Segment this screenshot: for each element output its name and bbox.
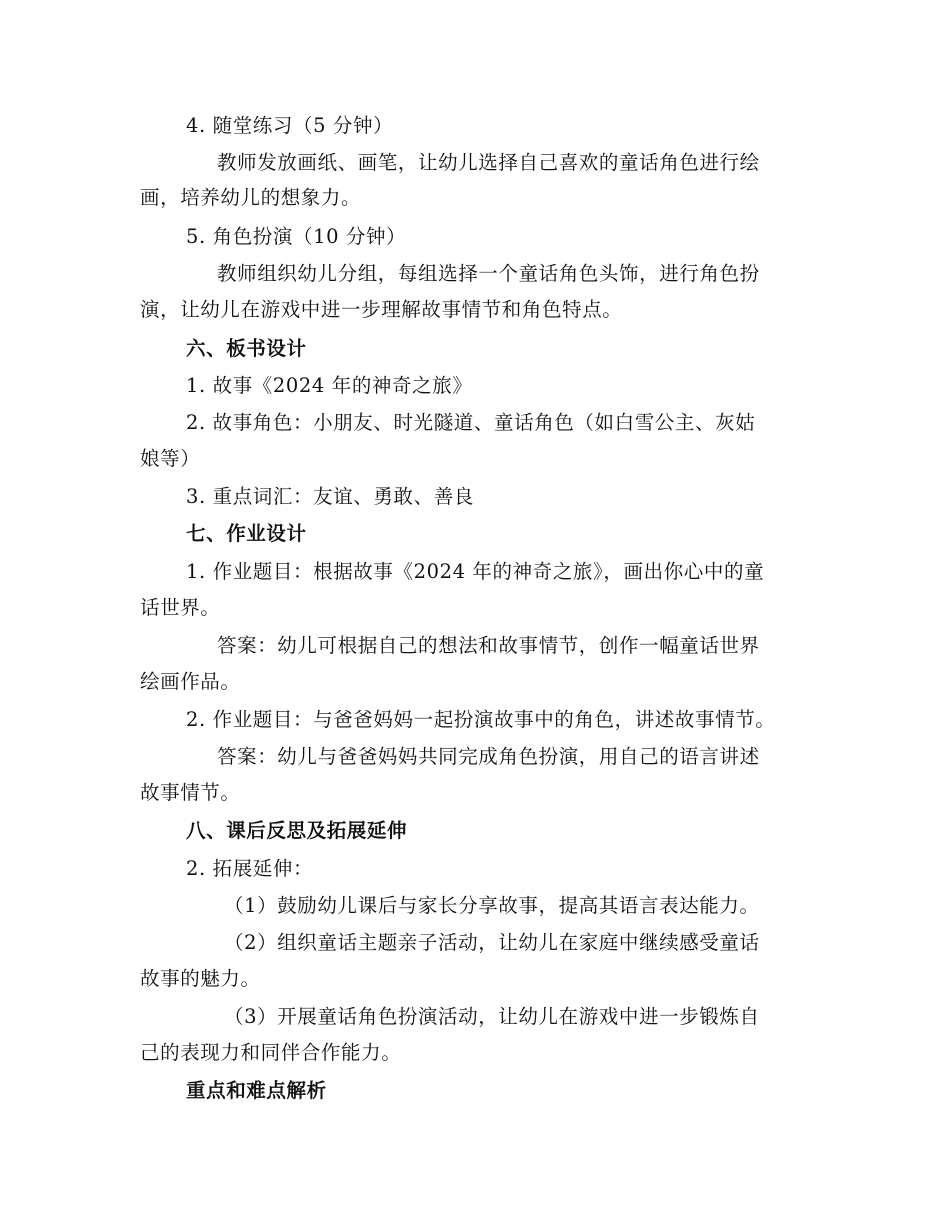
paragraph-line: 话世界。: [140, 596, 221, 619]
sub-list-item: （3）开展童话角色扮演活动，让幼儿在游戏中进一步锻炼自: [224, 1005, 760, 1028]
paragraph-line: 画，培养幼儿的想象力。: [140, 186, 362, 209]
list-item: 1. 故事《2024 年的神奇之旅》: [186, 374, 473, 397]
paragraph-line: 娘等）: [140, 447, 201, 470]
answer-line: 答案：幼儿可根据自己的想法和故事情节，创作一幅童话世界: [217, 634, 760, 657]
sub-list-item: （1）鼓励幼儿课后与家长分享故事，提高其语言表达能力。: [224, 894, 760, 917]
list-item: 2. 拓展延伸：: [186, 857, 314, 880]
sub-list-item: （2）组织童话主题亲子活动，让幼儿在家庭中继续感受童话: [224, 931, 760, 954]
list-item: 2. 作业题目：与爸爸妈妈一起扮演故事中的角色，讲述故事情节。: [186, 708, 776, 731]
list-item-text: 随堂练习（5 分钟）: [212, 114, 394, 137]
list-item: 2. 故事角色：小朋友、时光隧道、童话角色（如白雪公主、灰姑: [186, 411, 756, 434]
list-item-roleplay: 5. 角色扮演（10 分钟）: [186, 225, 407, 248]
paragraph-line: 绘画作品。: [140, 670, 241, 693]
paragraph-line: 故事情节。: [140, 781, 241, 804]
section-heading-reflection: 八、课后反思及拓展延伸: [186, 819, 408, 842]
paragraph-line: 演，让幼儿在游戏中进一步理解故事情节和角色特点。: [140, 298, 623, 321]
paragraph-line: 教师发放画纸、画笔，让幼儿选择自己喜欢的童话角色进行绘: [217, 151, 760, 174]
paragraph-line: 教师组织幼儿分组，每组选择一个童话角色头饰，进行角色扮: [217, 262, 760, 285]
paragraph-line: 故事的魅力。: [140, 967, 261, 990]
section-heading-board-design: 六、板书设计: [186, 337, 307, 360]
section-heading-key-points: 重点和难点解析: [186, 1079, 327, 1102]
answer-line: 答案：幼儿与爸爸妈妈共同完成角色扮演，用自己的语言讲述: [217, 745, 760, 768]
list-item-practice: [186, 114, 393, 138]
paragraph-line: 己的表现力和同伴合作能力。: [140, 1041, 402, 1064]
list-item: 1. 作业题目：根据故事《2024 年的神奇之旅》，画出你心中的童: [186, 560, 765, 583]
list-item: 3. 重点词汇：友谊、勇敢、善良: [186, 485, 474, 508]
list-number: 4.: [186, 114, 213, 137]
section-heading-homework: 七、作业设计: [186, 522, 307, 545]
